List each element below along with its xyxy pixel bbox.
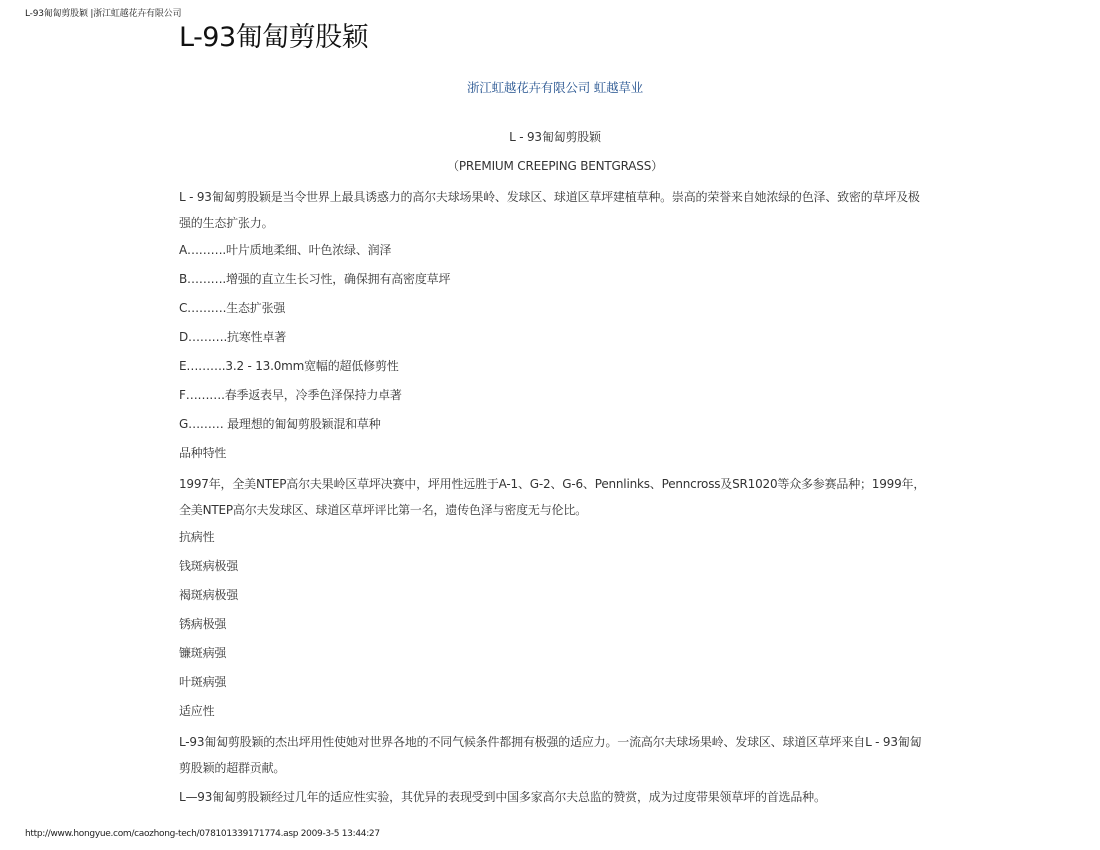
- print-header: L-93匍匐剪股颖 |浙江虹越花卉有限公司: [25, 9, 182, 19]
- variety-heading: 品种特性: [179, 446, 227, 460]
- page-title: L-93匍匐剪股颖: [179, 22, 369, 53]
- disease-list: [179, 555, 931, 700]
- article-content: [179, 80, 931, 810]
- center-title: L - 93匍匐剪股颖: [509, 130, 601, 144]
- feature-list: [179, 239, 931, 442]
- adapt-heading: 适应性: [179, 704, 215, 718]
- feature-item: E……….3.2 - 13.0mm宽幅的超低修剪性: [179, 359, 399, 373]
- print-footer: http://www.hongyue.com/caozhong-tech/078101339171774.asp 2009-3-5 13:44:27: [25, 829, 380, 839]
- disease-item: 叶斑病强: [179, 675, 227, 689]
- disease-heading: 抗病性: [179, 530, 215, 544]
- feature-item: F……….春季返表早，冷季色泽保持力卓著: [179, 388, 402, 402]
- center-subtitle: （PREMIUM CREEPING BENTGRASS）: [447, 159, 663, 173]
- feature-item: G……… 最理想的匍匐剪股颖混和草种: [179, 417, 381, 431]
- disease-item: 钱斑病极强: [179, 559, 239, 573]
- disease-item: 褐斑病极强: [179, 588, 239, 602]
- feature-item: B……….增强的直立生长习性，确保拥有高密度草坪: [179, 272, 451, 286]
- feature-item: C……….生态扩张强: [179, 301, 286, 315]
- feature-item: A……….叶片质地柔细、叶色浓绿、润泽: [179, 243, 392, 257]
- company-link[interactable]: 浙江虹越花卉有限公司 虹越草业: [467, 80, 643, 95]
- disease-item: 镰斑病强: [179, 646, 227, 660]
- variety-paragraph: 1997年，全美NTEP高尔夫果岭区草坪决赛中，坪用性远胜于A-1、G-2、G-6、Pennlinks、Penncross及SR1020等众多参赛品种；1999年，全美NTEP高尔夫发球区、球道区草坪评比第一名，遗传色泽与密度无与伦比。: [179, 477, 926, 517]
- adapt-paragraph-2: L—93匍匐剪股颖经过几年的适应性实验，其优异的表现受到中国多家高尔夫总监的赞赏，成为过度带果领草坪的首选品种。: [179, 790, 826, 804]
- feature-item: D……….抗寒性卓著: [179, 330, 287, 344]
- disease-item: 锈病极强: [179, 617, 227, 631]
- adapt-paragraph-1: L-93匍匐剪股颖的杰出坪用性使她对世界各地的不同气候条件都拥有极强的适应力。一流高尔夫球场果岭、发球区、球道区草坪来自L - 93匍匐剪股颖的超群贡献。: [179, 735, 922, 775]
- intro-paragraph: L - 93匍匐剪股颖是当令世界上最具诱惑力的高尔夫球场果岭、发球区、球道区草坪建植草种。崇高的荣誉来自她浓绿的色泽、致密的草坪及极强的生态扩张力。: [179, 190, 920, 230]
